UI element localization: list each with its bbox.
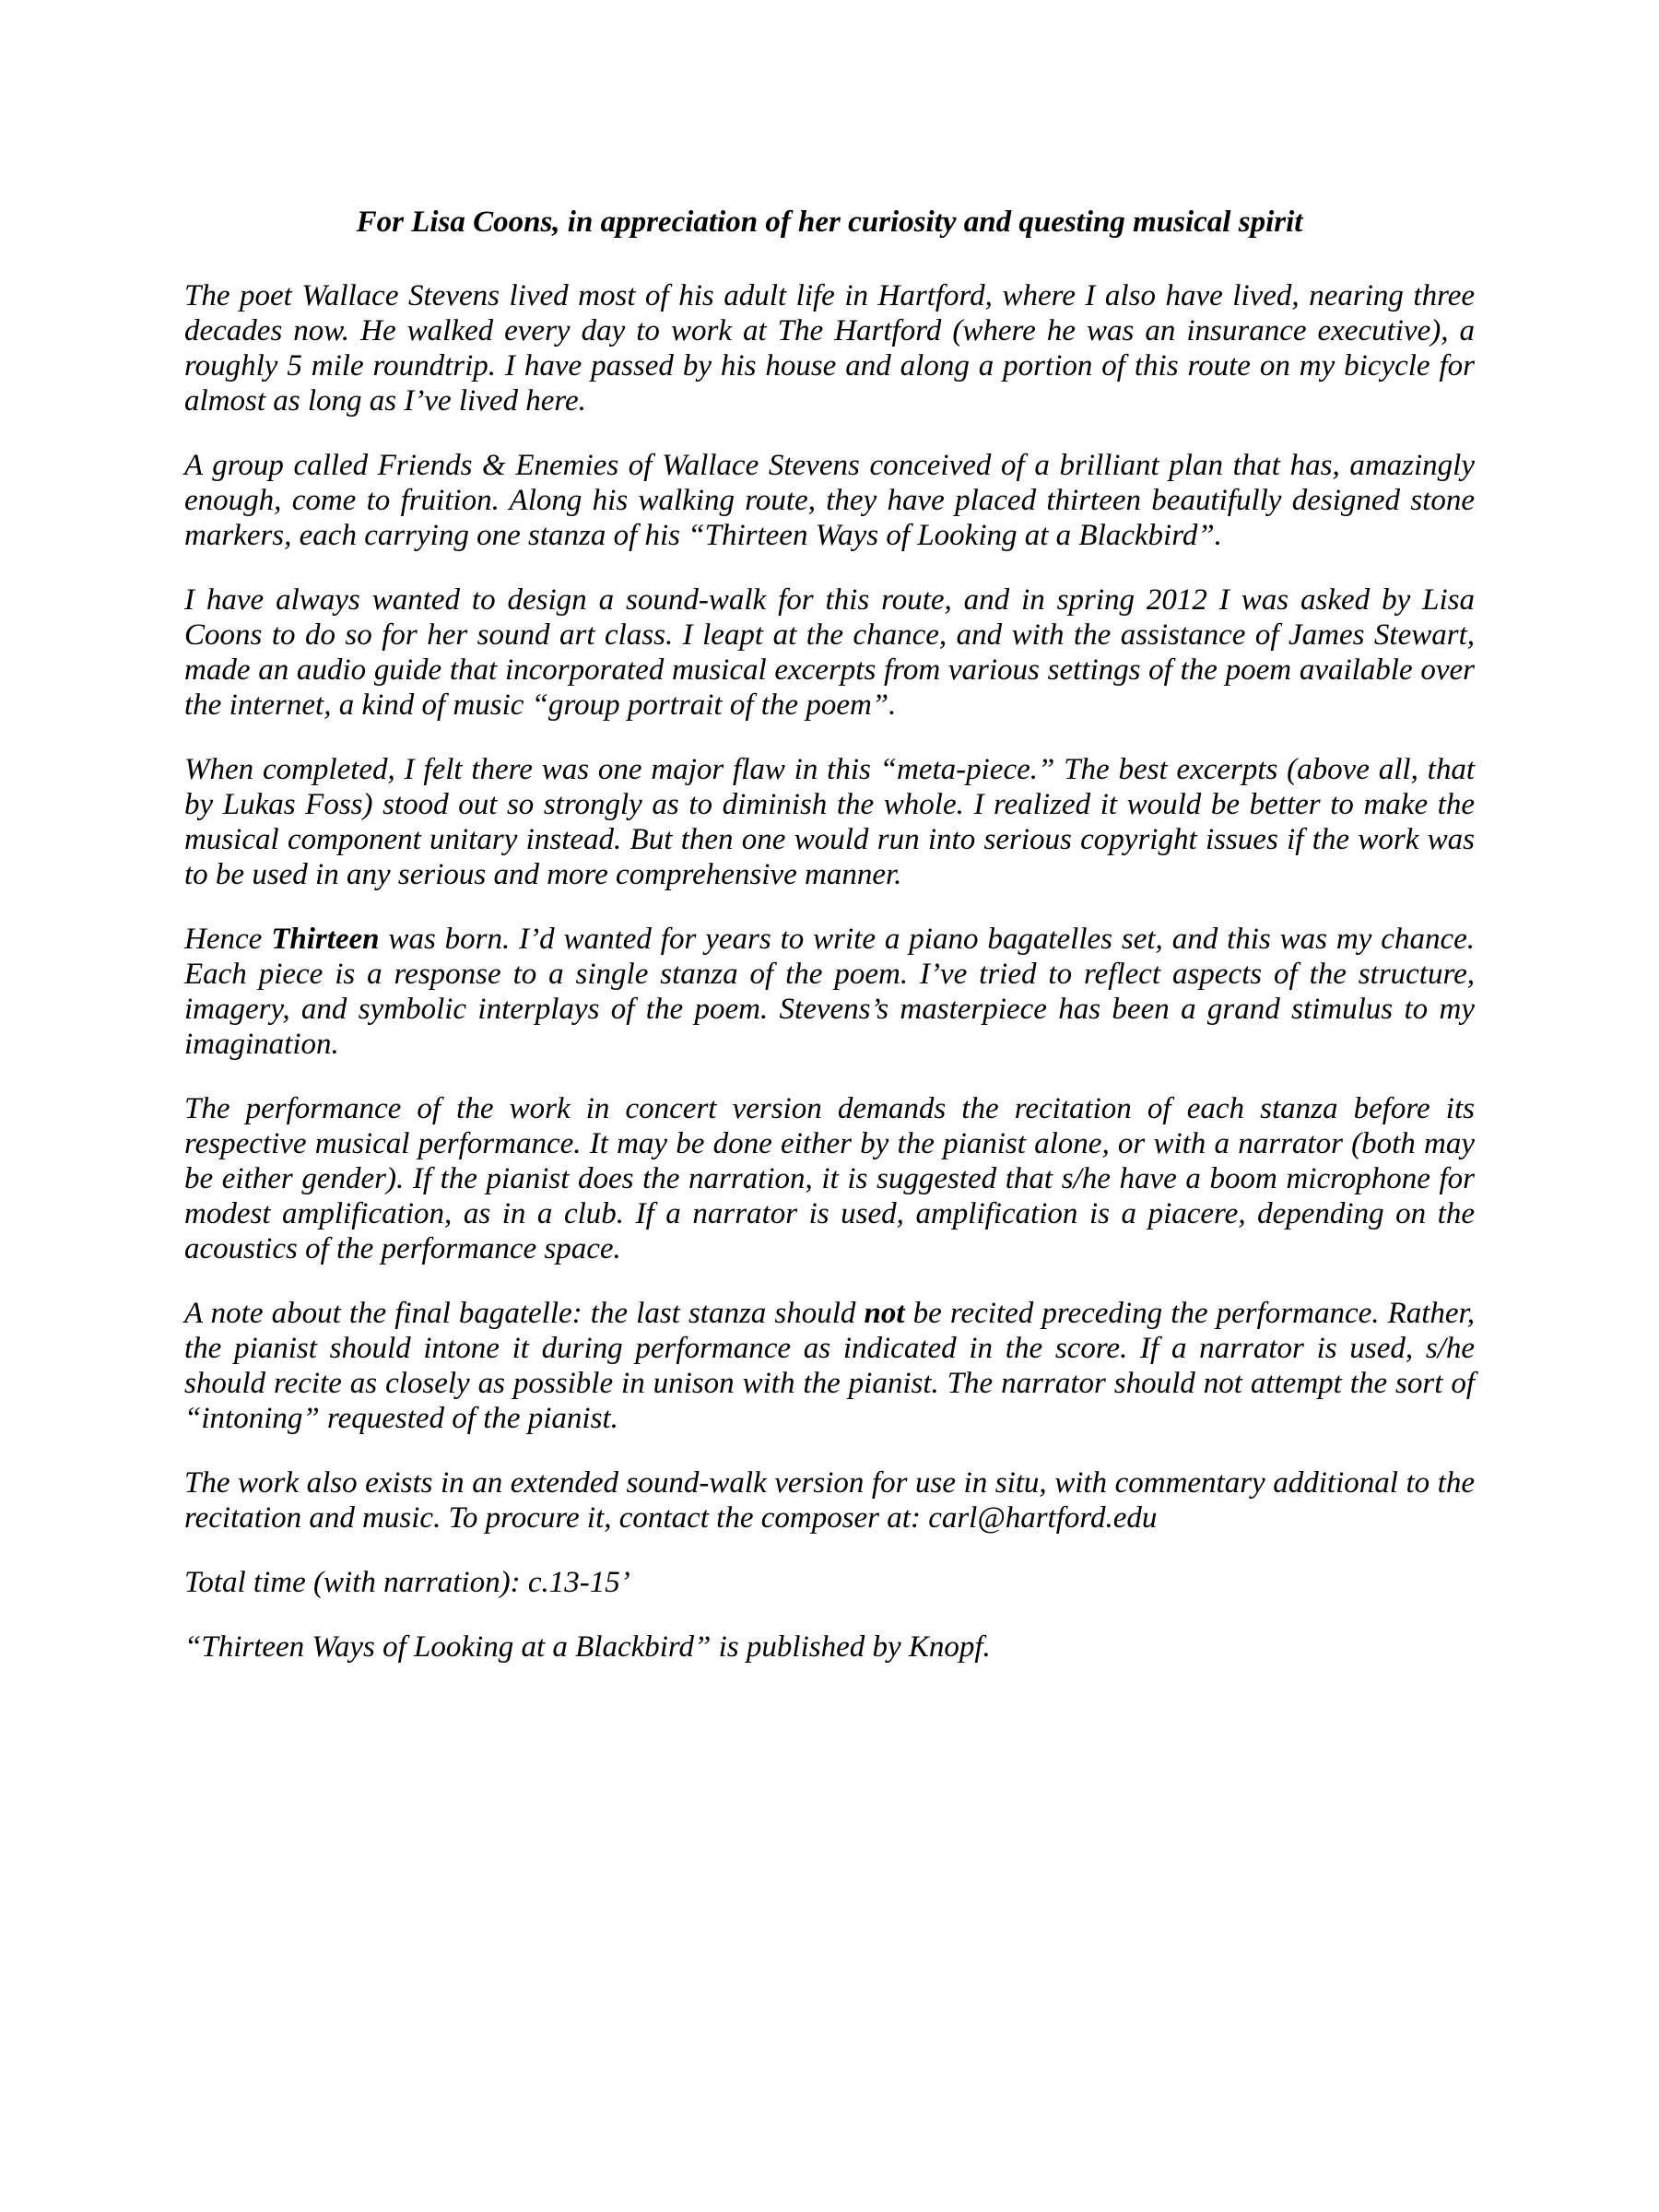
paragraph-sound-walk-origin	[184, 582, 1475, 723]
paragraph-text: The performance of the work in concert version demands the recitation of each stanza before its respective musical performance. It may be done either by the pianist alone, or with a narrator (both may be either gender). If the pianist does the narration, it is suggested that s/he have a boom microphone for modest amplification, as in a club. If a narrator is used, amplification is a piacere, depending on the acoustics of the performance space.	[184, 1092, 1475, 1265]
paragraph-performance-notes	[184, 1091, 1475, 1266]
dedication-line: For Lisa Coons, in appreciation of her curiosity and questing musical spirit	[356, 206, 1303, 239]
paragraph-meta-piece-flaw	[184, 752, 1475, 892]
paragraph-text: A group called Friends & Enemies of Wallace Stevens conceived of a brilliant plan that has, amazingly enough, come to fruition. Along his walking route, they have placed thirteen beautifully designed stone markers, each carrying one stanza of his “Thirteen Ways of Looking at a Blackbird”.	[184, 449, 1475, 552]
paragraph-friends-enemies	[184, 448, 1475, 553]
paragraph-text: was born. I’d wanted for years to write a piano bagatelles set, and this was my chance. Each piece is a response to a single stanza of the poem. I’ve tried to reflect aspects of the structure, imagery, and symbolic interplays of the poem. Stevens’s masterpiece has been a grand stimulus to my imagination.	[184, 923, 1475, 1061]
paragraph-text: The work also exists in an extended sound-walk version for use in situ, with commentary additional to the recitation and music. To procure it, contact the composer at:	[184, 1466, 1475, 1535]
paragraph-stevens-hartford	[184, 278, 1475, 418]
total-time-line	[184, 1565, 1475, 1600]
not-emphasis: not	[864, 1297, 905, 1330]
paragraph-hence-thirteen	[184, 922, 1475, 1062]
paragraph-text: The poet Wallace Stevens lived most of his adult life in Hartford, where I also have lived, nearing three decades now. He walked every day to work at The Hartford (where he was an insurance executive), a roughly 5 mile roundtrip. I have passed by his house and along a portion of this route on my bicycle for almost as long as I’ve lived here.	[184, 279, 1475, 418]
paragraph-text: be recited preceding the performance. Rather, the pianist should intone it during performance as indicated in the score. If a narrator is used, s/he should recite as closely as possible in unison with the pianist. The narrator should not attempt the sort of “intoning” requested of the pianist.	[184, 1297, 1475, 1435]
paragraph-sound-walk-version	[184, 1465, 1475, 1535]
work-title-emphasis: Thirteen	[271, 923, 380, 956]
paragraph-text: Total time (with narration): c.13-15’	[184, 1566, 630, 1599]
paragraph-text: I have always wanted to design a sound-walk for this route, and in spring 2012 I was asked by Lisa Coons to do so for her sound art class. I leapt at the chance, and with the assistance of James Stewart, made an audio guide that incorporated musical excerpts from various settings of the poem available over the internet, a kind of music “group portrait of the poem”.	[184, 583, 1475, 722]
paragraph-text: “Thirteen Ways of Looking at a Blackbird” is published by Knopf.	[184, 1630, 991, 1664]
paragraph-text: Hence	[184, 923, 272, 956]
paragraph-final-bagatelle-note	[184, 1296, 1475, 1436]
paragraph-text: A note about the final bagatelle: the last stanza should	[184, 1297, 865, 1330]
paragraph-text: When completed, I felt there was one major flaw in this “meta-piece.” The best excerpts (above all, that by Lukas Foss) stood out so strongly as to diminish the whole. I realized it would be better to make the musical component unitary instead. But then one would run into serious copyright issues if the work was to be used in any serious and more comprehensive manner.	[184, 753, 1475, 891]
publisher-line	[184, 1630, 1475, 1665]
composer-email: carl@hartford.edu	[928, 1501, 1158, 1535]
